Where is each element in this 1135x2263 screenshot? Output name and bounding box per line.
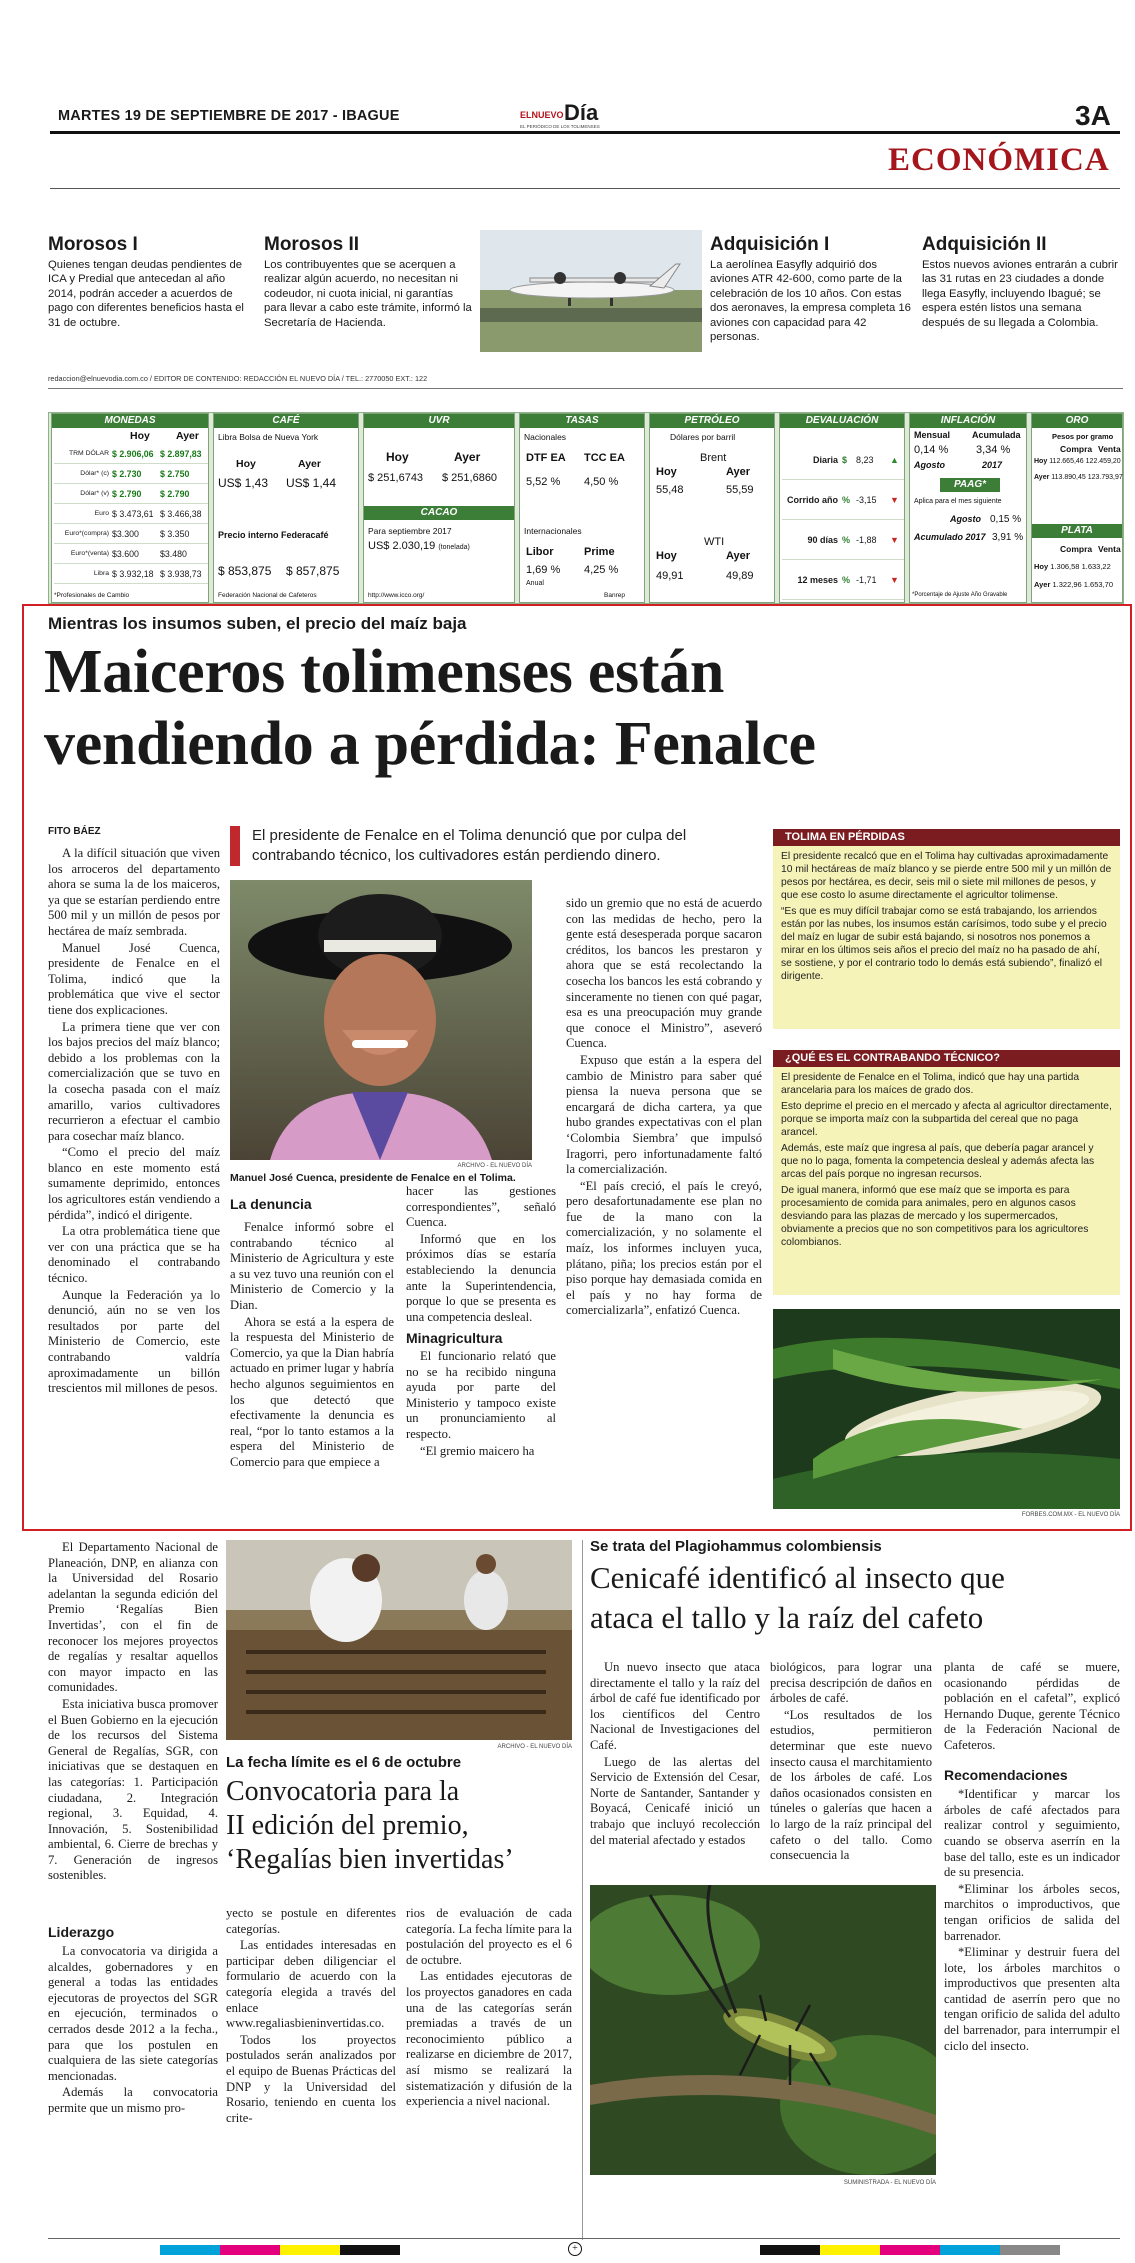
devaluacion-row [782,480,904,520]
tasas-dtf: DTF EA [526,452,566,464]
paag-period-2: Acumulado 2017 [914,532,986,542]
paragraph: La primera tiene que ver con los bajos precios del maíz blanco; debido a los problemas con la comercialización que se tuvo en la cosecha pasada con el maíz amarillo, varios cultivadores recurrieron a efectuar el cambio para cosechar maíz blanco. [48,1019,220,1143]
monedas-cell: $ 2.730 [112,469,142,479]
oro-compra: Compra [1060,444,1093,454]
regalias-kicker: La fecha límite es el 6 de octubre [226,1754,462,1771]
monedas-cell: $ 2.750 [160,469,190,479]
uvr-ayer: Ayer [454,450,481,464]
paragraph: La otra problemática tiene que ver con una práctica que se ha denominado el contrabando técnico. [48,1224,220,1286]
monedas-cell: Euro [94,510,109,517]
oro-v4: 123.793,97 [1087,474,1123,481]
main-byline: FITO BÁEZ [48,826,101,837]
ticker-head: UVR [364,414,514,428]
brief-morosos-2 [264,234,474,330]
devaluacion-value: 8,23 [856,454,874,465]
petroleo-hoy-2: Hoy [656,550,677,562]
petroleo-hoy: Hoy [656,466,677,478]
paragraph: *Identificar y marcar los árboles de café afectados para realizar control y seguimiento, cuando se observa aserrín en la base del tallo, este es un indicador de su presencia. [944,1787,1120,1880]
deck-text: El presidente de Fenalce en el Tolima denunció que por culpa del contrabando técnico, los cultivadores están perdiendo dinero. [252,827,687,864]
petroleo-value-1: 55,48 [656,484,684,496]
plata-hoy-label: Hoy [1034,562,1049,571]
insect-photo [590,1885,936,2175]
paragraph: Además, este maíz que ingresa al país, que debería pagar arancel y que no lo paga, fomenta la competencia desleal y además afecta las arcas del país porque no ingresan recursos. [781,1143,1095,1180]
regalias-headline-1: Convocatoria para la [226,1776,460,1807]
brief-body: Los contribuyentes que se acerquen a realizar algún acuerdo, no necesitan ni codeudor, ni cuota inicial, ni garantías para llevar a cabo este trámite, informó la Secretaría de Hacienda. [264,259,472,329]
brief-title: Morosos II [264,234,360,255]
paag-period: Agosto [950,514,981,524]
ticker-head: PETRÓLEO [650,414,774,428]
paag-value: 0,15 % [990,514,1022,525]
monedas-cell: TRM DÓLAR [68,450,109,457]
petroleo-value-3: 49,91 [656,570,684,582]
sub-minagricultura: Minagricultura [406,1330,503,1347]
ticker-note: *Profesionales de Cambio [54,592,130,599]
logo-tagline: EL PERIÓDICO DE LOS TOLIMENSES [520,124,600,129]
insect-illustration [590,1885,936,2175]
sidebar-title: ¿QUÉ ES EL CONTRABANDO TÉCNICO? [773,1050,1120,1067]
paragraph: Expuso que están a la espera del cambio de Ministro para saber qué piensa la nueva persona que se encargará de dicha cartera, ya que hubo grandes expectativas con el plan ‘Colombia Siembra’ que impulsó Iragorri, pero infortunadamente faltó la comercialización. [566,1052,762,1177]
market-ticker [48,412,1124,604]
plata-compra: Compra [1060,544,1093,554]
regalias-col-2 [226,1906,396,2127]
ticker-uvr [363,413,515,603]
monedas-row [54,544,208,564]
paragraph: “Es que es muy difícil trabajar como se está trabajando, los arriendos están por las nubes, los insumos están carísimos, todo sube y el precio del maíz en lugar de subir está bajando, si nosotros nos ponemos a mirar en los últimos seis años el precio del maíz no ha pasado de ahí, se sostiene, y por el contrario todo lo demás está subiendo”, finalizó el dirigente. [781,906,1107,982]
monedas-cell: $ 2.897,83 [160,449,202,459]
cafe-label-1: Libra Bolsa de Nueva York [218,432,319,442]
ticker-petroleo [649,413,775,603]
corn-credit: FORBES.COM.MX - EL NUEVO DÍA [1021,1512,1120,1518]
plata-head: PLATA [1032,524,1122,538]
inflacion-acumulada: Acumulada [972,430,1021,440]
petroleo-value-2: 55,59 [726,484,754,496]
paragraph: El funcionario relató que no se ha recibido ninguna ayuda por parte del Ministerio y tampoco existe un pronunciamiento al respecto. [406,1348,556,1441]
tasas-value-1: 5,52 % [526,476,561,488]
regalias-photo [226,1540,572,1740]
monedas-row [54,504,208,524]
inflacion-mensual: Mensual [914,430,951,440]
monedas-cell: $3.480 [160,549,187,559]
paragraph: Todos los proyectos postulados serán analizados por el equipo de Buenas Prácticas del DNP y la Universidad del Rosario, teniendo en cuenta los crite- [226,2032,396,2125]
page-number: 3A [1075,100,1111,131]
main-kicker: Mientras los insumos suben, el precio del maíz baja [48,614,467,633]
paragraph: Luego de las alertas del Servicio de Extensión del Cesar, Norte de Santander, Santander y Boyacá, Cenicafé inició un trabajo que incluyó recolección del material afectado y estados [590,1754,760,1847]
paragraph: “El gremio maicero ha [420,1443,535,1458]
plata-venta: Venta [1098,544,1121,554]
regalias-col-1 [48,1944,218,2118]
devaluacion-label: Diaria [812,454,838,465]
arrow-down-icon: ▼ [890,534,899,545]
arrow-up-icon: ▲ [890,454,899,465]
sidebar-tolima [773,829,1120,1029]
cenicafe-headline-1: Cenicafé identificó al insecto que [590,1560,1005,1595]
col3-continue: hacer las gestiones correspondientes”, señaló Cuenca. [406,1184,556,1230]
cafe-label-2: Precio interno Federacafé [218,530,329,540]
main-col-3 [406,1184,556,1460]
devaluacion-label: 12 meses [797,574,838,585]
oro-v3: 113.890,45 [1051,474,1086,481]
cafe-value-4: $ 857,875 [286,564,340,578]
color-bar-right [760,2245,1060,2255]
monedas-cell: $3.600 [112,549,139,559]
ticker-note: http://www.icco.org/ [368,592,425,599]
paragraph: Informó que en los próximos días se estaría estableciendo la denuncia ante la Superintendencia, porque lo que se presenta es una competencia desleal. [406,1231,556,1324]
monedas-cell: $ 2.790 [112,489,142,499]
monedas-cell: $ 3.473,61 [112,509,154,519]
arrow-down-icon: ▼ [890,574,899,585]
oro-v2: 122.459,20 [1085,458,1121,465]
uvr-value-1: $ 251,6743 [368,472,424,484]
paragraph: Esto deprime el precio en el mercado y afecta al agricultor directamente, porque se importa maíz con la subpartida del cereal que no paga arancel. [781,1101,1112,1138]
brief-title: Morosos I [48,234,138,255]
devaluacion-row [782,520,904,560]
page-date: MARTES 19 DE SEPTIEMBRE DE 2017 - IBAGUE [58,108,400,124]
portrait-credit: ARCHIVO - EL NUEVO DÍA [457,1163,532,1169]
sub-la-denuncia: La denuncia [230,1196,312,1212]
paragraph: Aunque la Federación ya lo denunció, aún no se ven los resultados por parte del Ministerio de Comercio, este contrabando valdría aproximadamente un billón trescientos mil millones de pesos. [48,1287,220,1396]
inflacion-period-2: 2017 [982,460,1003,470]
cenicafe-col-1 [590,1660,760,1849]
devaluacion-label: Corrido año [787,494,838,505]
monedas-cell: Libra [93,570,109,577]
tasas-note-2: Banrep [604,592,625,599]
paragraph: Las entidades interesadas en participar deben diligenciar el formulario de acuerdo con la categoría elegida a través del enlace www.regaliasbieninvertidas.co. [226,1938,396,2031]
workers-illustration [226,1540,572,1740]
petroleo-label: Dólares por barril [670,432,736,442]
sidebar-body [773,846,1120,990]
tasas-tcc: TCC EA [584,452,625,464]
oro-row-ayer [1034,474,1123,481]
paragraph: *Eliminar y destruir fuera del lote, los árboles marchitos o improductivos que presenten alta cantidad de aserrín pero que no tengan orificio de salida del adulto del barrenador, para interrumpir el ciclo del insecto. [944,1945,1120,2053]
main-col-4 [566,896,762,1320]
portrait-illustration [230,880,532,1160]
brief-body: Quienes tengan deudas pendientes de ICA y Predial que antecedan al año 2014, podrán acceder a acuerdos de pago con diferentes beneficios hasta el 31 de octubre. [48,259,244,329]
cacao-value [368,540,470,552]
tasas-libor: Libor [526,546,554,558]
oro-ayer-label: Ayer [1034,474,1050,481]
paragraph: Esta iniciativa busca promover el Buen Gobierno en la ejecución de los recursos del Sistema General de Regalías, SGR, con iniciativas que se destaquen en las categorías: 1. Participación ciudadana, 2. Integración regional, 3. Equidad, 4. Innovación, 5. Sostenibilidad ambiental, 6. Cierre de brechas y 7. Generación de ingresos sostenibles. [48,1696,218,1883]
footer-rule [48,2238,1120,2239]
paragraph: Las entidades ejecutoras de los proyectos ganadores en cada una de las categorías serán premiadas a través de un reconocimiento público a realizarse en diciembre de 2017, así mismo se realizará la sistematización y difusión de la experiencia a nivel nacional. [406,1969,572,2109]
inflacion-value-1: 0,14 % [914,444,949,456]
corn-illustration [773,1309,1120,1509]
logo-main-text: Día [564,100,599,125]
inflacion-period-1: Agosto [914,460,945,470]
tasas-note-1: Anual [526,580,544,587]
cafe-hoy: Hoy [236,458,256,470]
section-title: ECONÓMICA [888,142,1110,178]
cafe-value-1: US$ 1,43 [218,476,269,490]
uvr-value-2: $ 251,6860 [442,472,498,484]
ticker-note: *Porcentaje de Ajuste Año Gravable [912,592,1008,598]
cen-c2-continue: biológicos, para lograr una precisa descripción de daños en árboles de café. [770,1660,932,1706]
paragraph: El presidente de Fenalce en el Tolima, indicó que hay una partida arancelaria para los maíces de grado dos. [781,1072,1080,1096]
paragraph: A la difícil situación que viven los arroceros del departamento ahora se suma la de los maiceros, ya que se estarían perdiendo entre 500 mil y un millón de pesos por hectárea de maíz sembrada. [48,846,220,938]
ticker-head: TASAS [520,414,644,428]
tasas-value-2: 4,50 % [584,476,619,488]
paragraph: Además la convocatoria permite que un mismo pro- [48,2085,218,2115]
cacao-label: Para septiembre 2017 [368,526,452,536]
monedas-row [54,484,208,504]
col-hoy: Hoy [130,430,150,442]
petroleo-ayer-2: Ayer [726,550,751,562]
newspaper-logo [520,100,630,130]
sidebar-title: TOLIMA EN PÉRDIDAS [773,829,1120,846]
color-bar-left [160,2245,400,2255]
header-rule [50,131,1120,134]
ticker-head: INFLACIÓN [910,414,1026,428]
sub-liderazgo: Liderazgo [48,1924,115,1940]
ticker-head: ORO [1032,414,1122,428]
main-deck [230,826,760,866]
ticker-head: CAFÉ [214,414,358,428]
cacao-head: CACAO [364,506,514,520]
paragraph: “Los resultados de los estudios, permitieron determinar que este nuevo insecto causa el marchitamiento de los árboles de café. Los daños ocasionados consisten en túneles o galerías que hacen a lo largo de la raíz principal del cafeto o del tallo. Como consecuencia la [770,1707,932,1863]
sub-recomendaciones: Recomendaciones [944,1766,1068,1783]
deck-bar [230,826,240,866]
main-col-1 [48,846,220,1398]
paragraph: *Eliminar los árboles secos, marchitos o improductivos, que tengan orificios de salida del barrenador. [944,1881,1120,1943]
contact-rule [48,388,1123,389]
sidebar-contrabando [773,1050,1120,1295]
paag-value-2: 3,91 % [992,532,1024,543]
plata-v1: 1.306,58 [1050,562,1080,571]
oro-row-hoy [1034,458,1121,465]
plata-row-hoy [1034,562,1111,571]
monedas-cell: Euro*(compra) [64,530,109,537]
paragraph: Fenalce informó sobre el contrabando técnico al Ministerio de Agricultura y este a su vez tuvo una reunión con el Ministerio de Comercio y la Dian. [230,1220,394,1312]
monedas-cell: $ 3.932,18 [112,569,154,579]
regalias-col-3 [406,1906,572,2111]
tasas-prime: Prime [584,546,615,558]
logo-top-text: ELNUEVO [520,110,564,120]
ticker-note: Federación Nacional de Cafeteros [218,592,317,599]
devaluacion-row [782,440,904,480]
ticker-cafe [213,413,359,603]
petroleo-brent: Brent [700,452,727,464]
ticker-oro [1031,413,1123,603]
paragraph: La convocatoria va dirigida a alcaldes, gobernadores y en general a todas las entidades ejecutoras de proyectos del SGR en ejecución, terminados o cerrados desde 2012 a la fecha., para que los postulen en cualquiera de las siete categorías mencionadas. [48,1944,218,2083]
plata-row-ayer [1034,580,1113,589]
monedas-cell: $3.300 [112,529,139,539]
brief-body: Estos nuevos aviones entrarán a cubrir las 31 rutas en 23 ciudades a donde llega Easyfly, incluyendo Ibagué; se espera estén listos una semana después de su llegada a Colombia. [922,259,1118,329]
arrow-down-icon: ▼ [890,494,899,505]
cacao-unit: (tonelada) [438,544,470,551]
regalias-headline-2: II edición del premio, [226,1810,469,1841]
monedas-cell: $ 2.906,06 [112,449,154,459]
cenicafe-kicker: Se trata del Plagiohammus colombiensis [590,1538,882,1555]
col4-continue: sido un gremio que no está de acuerdo con las medidas de hecho, pero la gente está desesperada porque sacaron créditos, los bancos les prestaron y ahora que se está recolectando la cosecha los bancos les está cobrando y sinceramente no tienen con qué pagar, esa es una preocupación muy grande que conoce el Ministro”, aseveró Cuenca. [566,896,762,1051]
paragraph: El Departamento Nacional de Planeación, DNP, en alianza con la Universidad del Rosario adelantan la segunda edición del Premio ‘Regalías Bien Invertidas’, con el fin de reconocer los mejores proyectos de regalías y resaltar aquellos con mayor impacto en las comunidades. [48,1540,218,1695]
tasas-label-1: Nacionales [524,432,567,442]
oro-venta: Venta [1098,444,1121,454]
paragraph: Un nuevo insecto que ataca directamente el tallo y la raíz del árbol de café fue identificado por los científicos del Centro Nacional de Investigaciones del Café. [590,1660,760,1752]
monedas-cell: Dólar* (v) [80,490,109,497]
monedas-cell: $ 3.466,38 [160,509,202,519]
cafe-value-2: US$ 1,44 [286,476,337,490]
cafe-ayer: Ayer [298,458,321,470]
regalias-intro [48,1540,218,1885]
paragraph: De igual manera, informó que ese maíz que se importa es para procesamiento de comida para animales, pero en algunos casos desviando para las plazas de mercado y los supermercados, obviamente a precios que no son competitivos para los agricultores colombianos. [781,1185,1089,1248]
cenicafe-divider [582,1540,583,2240]
tasas-value-3: 1,69 % [526,564,561,576]
monedas-cell: $ 2.790 [160,489,190,499]
brief-title: Adquisición II [922,234,1047,255]
inflacion-value-2: 3,34 % [976,444,1011,456]
brief-adquisicion-1 [710,234,915,344]
monedas-cell: $ 3.350 [160,529,190,539]
devaluacion-unit: % [842,574,851,585]
devaluacion-value: -1,88 [856,534,877,545]
ticker-head: DEVALUACIÓN [780,414,904,428]
brief-body: La aerolínea Easyfly adquirió dos aviones ATR 42-600, como parte de la celebración de los 10 años. Con estas dos aeronaves, la empresa completa 16 aviones con capacidad para 42 personas. [710,259,911,344]
monedas-cell: $ 3.938,73 [160,569,202,579]
regalias-photo-credit: ARCHIVO - EL NUEVO DÍA [497,1744,572,1750]
ticker-monedas [51,413,209,603]
devaluacion-unit: % [842,494,851,505]
brief-title: Adquisición I [710,234,830,255]
main-headline-line2: vendiendo a pérdida: Fenalce [44,710,816,778]
cen-c3-continue: planta de café se muere, ocasionando pérdidas de población en el cafetal”, explicó Hernando Duque, gerente Técnico de la Federación Nacional de Cafeteros. [944,1660,1120,1752]
paragraph: Ahora se está a la espera de la respuesta del Ministerio de Comercio, ya que la Dian habría actuado en primer lugar y habría hecho algunos seguimientos en los que detectó que efectivamente la denuncia es real, “por lo tanto estamos a la espera del Ministerio de Comercio para que empiece a [230,1314,394,1469]
monedas-row [54,564,208,584]
paragraph: “El país creció, el país le creyó, pero desafortunadamente ese plan no fue de la mano con la comercialización, y no solamente el maíz, los informes incluyen yuca, plátano, piña; los precios están por el piso porque hay demasiada comida en el país y no hay forma de comercializarla”, enfatizó Cuenca. [566,1178,762,1318]
oro-v1: 112.665,46 [1049,458,1084,465]
monedas-row [54,524,208,544]
brief-adquisicion-2 [922,234,1127,330]
registration-mark-icon: + [568,2242,582,2256]
petroleo-value-4: 49,89 [726,570,754,582]
main-col-2 [230,1220,394,1472]
tasas-value-4: 4,25 % [584,564,619,576]
devaluacion-label: 90 días [807,534,838,545]
monedas-row [54,464,208,484]
plata-v3: 1.322,96 [1052,580,1082,589]
cafe-value-3: $ 853,875 [218,564,272,578]
paragraph: “Como el precio del maíz blanco en este momento está sumamente deprimido, entonces los agricultores están vendiendo a pérdida”, indicó el dirigente. [48,1145,220,1222]
devaluacion-unit: $ [842,454,848,465]
oro-label: Pesos por gramo [1052,432,1114,441]
airplane-illustration [480,230,702,352]
petroleo-ayer: Ayer [726,466,751,478]
paag-head: PAAG* [940,478,1000,492]
paragraph: El presidente recalcó que en el Tolima hay cultivadas aproximadamente 10 mil hectáreas de maíz blanco y se pierde entre 500 mil y un millón de pesos por hectárea, es decir, seis mil o siete mil millones de pesos, y que ese costo lo asume directamente el agricultor tolimense. [781,851,1112,901]
tasas-label-2: Internacionales [524,526,582,536]
reg-c3-continue: rios de evaluación de cada categoría. La fecha límite para la postulación del proyecto es el 6 de octubre. [406,1906,572,1967]
brief-morosos-1 [48,234,256,330]
ticker-head: MONEDAS [52,414,208,428]
plata-ayer-label: Ayer [1034,580,1051,589]
paag-label: Aplica para el mes siguiente [914,498,1002,505]
col-ayer: Ayer [176,430,199,442]
sidebar-body [773,1067,1120,1256]
monedas-row [54,444,208,464]
cenicafe-col-3 [944,1660,1120,2055]
devaluacion-row [782,560,904,600]
plata-v4: 1.653,70 [1083,580,1113,589]
airplane-photo [480,230,702,352]
main-portrait-photo [230,880,532,1160]
monedas-cell: Euro*(venta) [70,550,109,557]
reg-c2-continue: yecto se postule en diferentes categorías. [226,1906,396,1936]
monedas-cell: Dólar* (c) [80,470,109,477]
oro-hoy-label: Hoy [1034,458,1048,465]
cenicafe-col-2 [770,1660,932,1865]
ticker-devaluacion [779,413,905,603]
contact-line: redaccion@elnuevodia.com.co / EDITOR DE CONTENIDO: REDACCIÓN EL NUEVO DÍA / TEL.: 2770050 EXT.: 122 [48,374,428,383]
plata-v2: 1.633,22 [1081,562,1111,571]
ticker-inflacion [909,413,1027,603]
regalias-headline-3: ‘Regalías bien invertidas’ [226,1844,514,1875]
main-headline-line1: Maiceros tolimenses están [44,638,725,706]
corn-photo [773,1309,1120,1509]
uvr-hoy: Hoy [386,450,409,464]
ticker-tasas [519,413,645,603]
devaluacion-value: -1,71 [856,574,877,585]
petroleo-wti: WTI [704,536,725,548]
cacao-value-text: US$ 2.030,19 [368,540,436,552]
devaluacion-value: -3,15 [856,494,877,505]
portrait-caption: Manuel José Cuenca, presidente de Fenalce en el Tolima. [230,1172,516,1184]
insect-credit: SUMINISTRADA - EL NUEVO DÍA [843,2180,936,2186]
section-rule [50,188,1120,189]
cenicafe-headline-2: ataca el tallo y la raíz del cafeto [590,1600,984,1635]
paragraph: Manuel José Cuenca, presidente de Fenalce en el Tolima, indicó que la problemática que vive el sector tiene dos explicaciones. [48,940,220,1017]
devaluacion-unit: % [842,534,851,545]
